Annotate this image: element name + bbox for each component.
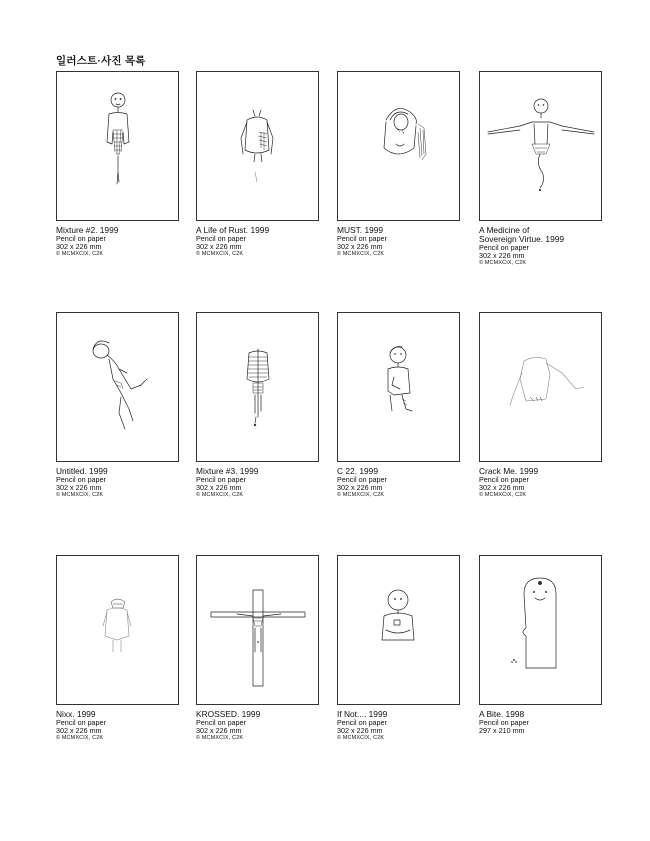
- artwork-caption: [479, 710, 602, 735]
- artwork-title: A Medicine of Sovereign Virtue. 1999: [479, 225, 565, 245]
- artwork-copyright: © MCMXCIX, C2K: [56, 491, 104, 498]
- artwork-medium: Pencil on paper: [479, 475, 529, 485]
- artwork-title: A Bite. 1998: [479, 709, 525, 719]
- artwork-card[interactable]: [56, 71, 179, 257]
- artwork-title: Nixx. 1999: [56, 709, 96, 719]
- artwork-copyright: © MCMXCIX, C2K: [196, 734, 244, 741]
- artwork-card[interactable]: [56, 312, 179, 498]
- artwork-size: 302 x 226 mm: [56, 725, 102, 735]
- artwork-card[interactable]: [337, 555, 460, 741]
- artwork-caption: [337, 226, 460, 257]
- artwork-size: 302 x 226 mm: [479, 482, 525, 492]
- artwork-medium: Pencil on paper: [196, 475, 246, 485]
- artwork-medium: Pencil on paper: [196, 718, 246, 728]
- artwork-title: KROSSED. 1999: [196, 709, 261, 719]
- artwork-title: A Life of Rust. 1999: [196, 225, 270, 235]
- artwork-title: If Not.... 1999: [337, 709, 388, 719]
- artwork-medium: Pencil on paper: [337, 475, 387, 485]
- figure-torso-hatched-icon: [57, 72, 178, 220]
- artwork-medium: Pencil on paper: [196, 234, 246, 244]
- artwork-frame[interactable]: [479, 71, 602, 221]
- artwork-caption: [479, 467, 602, 498]
- artwork-medium: Pencil on paper: [479, 243, 529, 253]
- figure-faint-torso-icon: [57, 556, 178, 704]
- artwork-size: 297 x 210 mm: [479, 725, 525, 735]
- page-title: 일러스트·사진 목록: [56, 55, 146, 67]
- artwork-copyright: © MCMXCIX, C2K: [56, 250, 104, 257]
- artwork-size: 302 x 226 mm: [56, 482, 102, 492]
- artwork-caption: [337, 467, 460, 498]
- artwork-size: 302 x 226 mm: [196, 725, 242, 735]
- artwork-copyright: © MCMXCIX, C2K: [56, 734, 104, 741]
- artwork-caption: [196, 226, 319, 257]
- artwork-card[interactable]: [337, 71, 460, 257]
- artwork-title: C 22. 1999: [337, 466, 378, 476]
- artwork-copyright: © MCMXCIX, C2K: [337, 491, 385, 498]
- artwork-copyright: © MCMXCIX, C2K: [479, 259, 527, 266]
- figure-seated-icon: [338, 313, 459, 461]
- artwork-title: Mixture #3. 1999: [196, 466, 259, 476]
- artwork-frame[interactable]: [196, 71, 319, 221]
- skeleton-ribcage-icon: [197, 313, 318, 461]
- artwork-frame[interactable]: [56, 555, 179, 705]
- artwork-card[interactable]: [479, 555, 602, 736]
- figure-faint-reaching-icon: [480, 313, 601, 461]
- artwork-title: Crack Me. 1999: [479, 466, 539, 476]
- artwork-copyright: © MCMXCIX, C2K: [337, 250, 385, 257]
- artwork-copyright: © MCMXCIX, C2K: [196, 491, 244, 498]
- artwork-size: 302 x 226 mm: [196, 241, 242, 251]
- figure-arm-over-head-icon: [338, 72, 459, 220]
- artwork-size: 302 x 226 mm: [337, 725, 383, 735]
- artwork-copyright: © MCMXCIX, C2K: [196, 250, 244, 257]
- figure-bald-bust-icon: [338, 556, 459, 704]
- artwork-caption: [56, 467, 179, 498]
- artwork-medium: Pencil on paper: [56, 234, 106, 244]
- bitten-figure-icon: [480, 556, 601, 704]
- artwork-medium: Pencil on paper: [337, 234, 387, 244]
- figure-back-icon: [197, 72, 318, 220]
- artwork-frame[interactable]: [337, 312, 460, 462]
- artwork-medium: Pencil on paper: [56, 475, 106, 485]
- artwork-caption: [56, 710, 179, 741]
- artwork-caption: [56, 226, 179, 257]
- artwork-card[interactable]: [196, 71, 319, 257]
- artwork-title: MUST. 1999: [337, 225, 384, 235]
- artwork-size: 302 x 226 mm: [337, 241, 383, 251]
- artwork-frame[interactable]: [337, 555, 460, 705]
- artwork-caption: [196, 467, 319, 498]
- artwork-frame[interactable]: [479, 312, 602, 462]
- artwork-frame[interactable]: [196, 555, 319, 705]
- artwork-caption: [479, 226, 602, 267]
- artwork-copyright: © MCMXCIX, C2K: [479, 491, 527, 498]
- artwork-title: Mixture #2. 1999: [56, 225, 119, 235]
- artwork-size: 302 x 226 mm: [196, 482, 242, 492]
- figure-on-cross-icon: [197, 556, 318, 704]
- artwork-medium: Pencil on paper: [479, 718, 529, 728]
- artwork-copyright: © MCMXCIX, C2K: [337, 734, 385, 741]
- artwork-frame[interactable]: [196, 312, 319, 462]
- artwork-card[interactable]: [196, 555, 319, 741]
- artwork-frame[interactable]: [337, 71, 460, 221]
- artwork-card[interactable]: [479, 312, 602, 498]
- artwork-size: 302 x 226 mm: [479, 250, 525, 260]
- artwork-card[interactable]: [479, 71, 602, 267]
- figure-falling-icon: [57, 313, 178, 461]
- artwork-card[interactable]: [337, 312, 460, 498]
- artwork-caption: [337, 710, 460, 741]
- artwork-size: 302 x 226 mm: [56, 241, 102, 251]
- artwork-frame[interactable]: [56, 71, 179, 221]
- artwork-title: Untitled. 1999: [56, 466, 108, 476]
- artwork-frame[interactable]: [56, 312, 179, 462]
- artwork-medium: Pencil on paper: [337, 718, 387, 728]
- artwork-medium: Pencil on paper: [56, 718, 106, 728]
- artwork-caption: [196, 710, 319, 741]
- artwork-card[interactable]: [196, 312, 319, 498]
- artwork-card[interactable]: [56, 555, 179, 741]
- artwork-size: 302 x 226 mm: [337, 482, 383, 492]
- artwork-frame[interactable]: [479, 555, 602, 705]
- figure-arms-spread-icon: [480, 72, 601, 220]
